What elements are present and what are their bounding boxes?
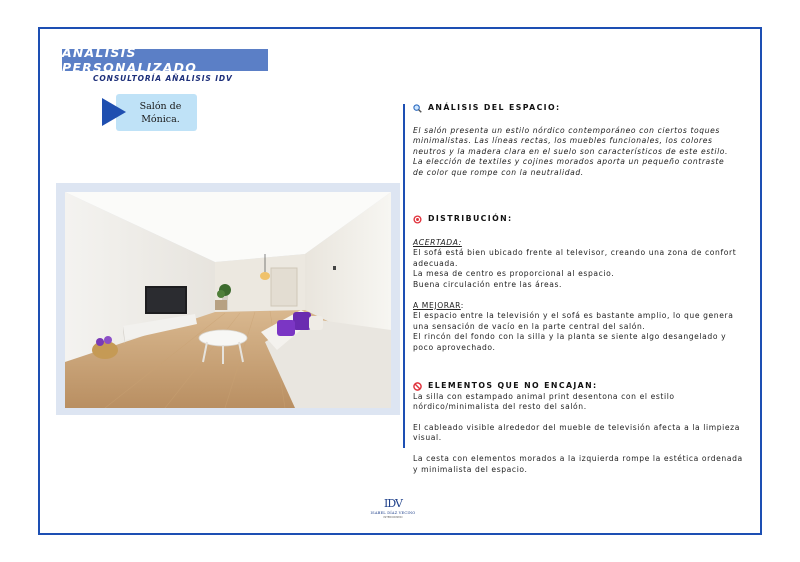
improve-line-1: El espacio entre la televisión y el sofá es bastante amplio, lo que genera una sensación de vacío en la parte central del salón. xyxy=(413,311,734,331)
distribution-section xyxy=(413,214,743,354)
good-line-3: Buena circulación entre las áreas. xyxy=(413,279,563,289)
analysis-heading-text: ANÁLISIS DEL ESPACIO: xyxy=(428,103,561,112)
improve-colon: : xyxy=(460,300,464,310)
mismatch-paragraph-3: La cesta con elementos morados a la izquierda rompe la estética ordenada y minimalista del espacio. xyxy=(413,453,743,474)
page-title: ANÁLISIS PERSONALIZADO xyxy=(62,45,198,75)
room-tag-line2: Mónica. xyxy=(141,113,180,125)
target-icon xyxy=(413,215,422,224)
room-tag-box xyxy=(116,94,197,131)
room-tag-line1: Salón de xyxy=(139,100,182,112)
mismatch-paragraph-2: El cableado visible alrededor del mueble de televisión afecta a la limpieza visual. xyxy=(413,422,740,443)
good-label: ACERTADA: xyxy=(413,237,462,247)
improve-label-row xyxy=(413,301,743,312)
living-room-photo xyxy=(65,192,391,408)
mismatch-heading xyxy=(413,381,743,392)
improve-label: A MEJORAR xyxy=(413,300,461,310)
distribution-heading-text: DISTRIBUCIÓN: xyxy=(428,214,513,223)
section-divider xyxy=(403,104,405,448)
logo-tagline: INTERIORISMO xyxy=(383,516,403,519)
photo-panel xyxy=(56,183,400,415)
distribution-heading xyxy=(413,214,743,225)
distribution-improve xyxy=(413,301,743,354)
magnifier-icon xyxy=(413,104,422,113)
improve-line-2: El rincón del fondo con la silla y la planta se siente algo desangelado y poco aprovechado. xyxy=(413,332,727,352)
good-line-1: El sofá está bien ubicado frente al televisor, creando una zona de confort adecuada. xyxy=(413,248,737,268)
mismatch-heading-text: ELEMENTOS QUE NO ENCAJAN: xyxy=(428,381,598,390)
prohibited-icon xyxy=(413,382,422,391)
living-room-illustration xyxy=(65,192,391,408)
good-line-2: La mesa de centro es proporcional al espacio. xyxy=(413,269,615,279)
analysis-section xyxy=(413,103,743,179)
title-banner xyxy=(62,45,268,75)
analysis-text: El salón presenta un estilo nórdico contemporáneo con ciertos toques minimalistas. Las líneas rectas, los muebles funcionales, los colores neutros y la madera clara en el suelo son característicos de este estilo. La elección de textiles y cojines morados aporta un pequeño contraste de color que rompe con la neutralidad. xyxy=(413,125,729,177)
logo-name: ISABEL DÍAZ VECINO xyxy=(370,511,416,515)
distribution-good xyxy=(413,238,743,291)
page-subtitle: CONSULTORÍA AÑALISIS IDV xyxy=(93,74,233,83)
mismatch-paragraph-1: La silla con estampado animal print desentona con el estilo nórdico/minimalista del resto del salón. xyxy=(413,391,675,412)
brand-logo xyxy=(367,497,419,519)
logo-mark: IDV xyxy=(384,497,402,510)
play-arrow-icon xyxy=(102,98,126,126)
analysis-heading xyxy=(413,103,743,114)
mismatch-section xyxy=(413,381,743,475)
